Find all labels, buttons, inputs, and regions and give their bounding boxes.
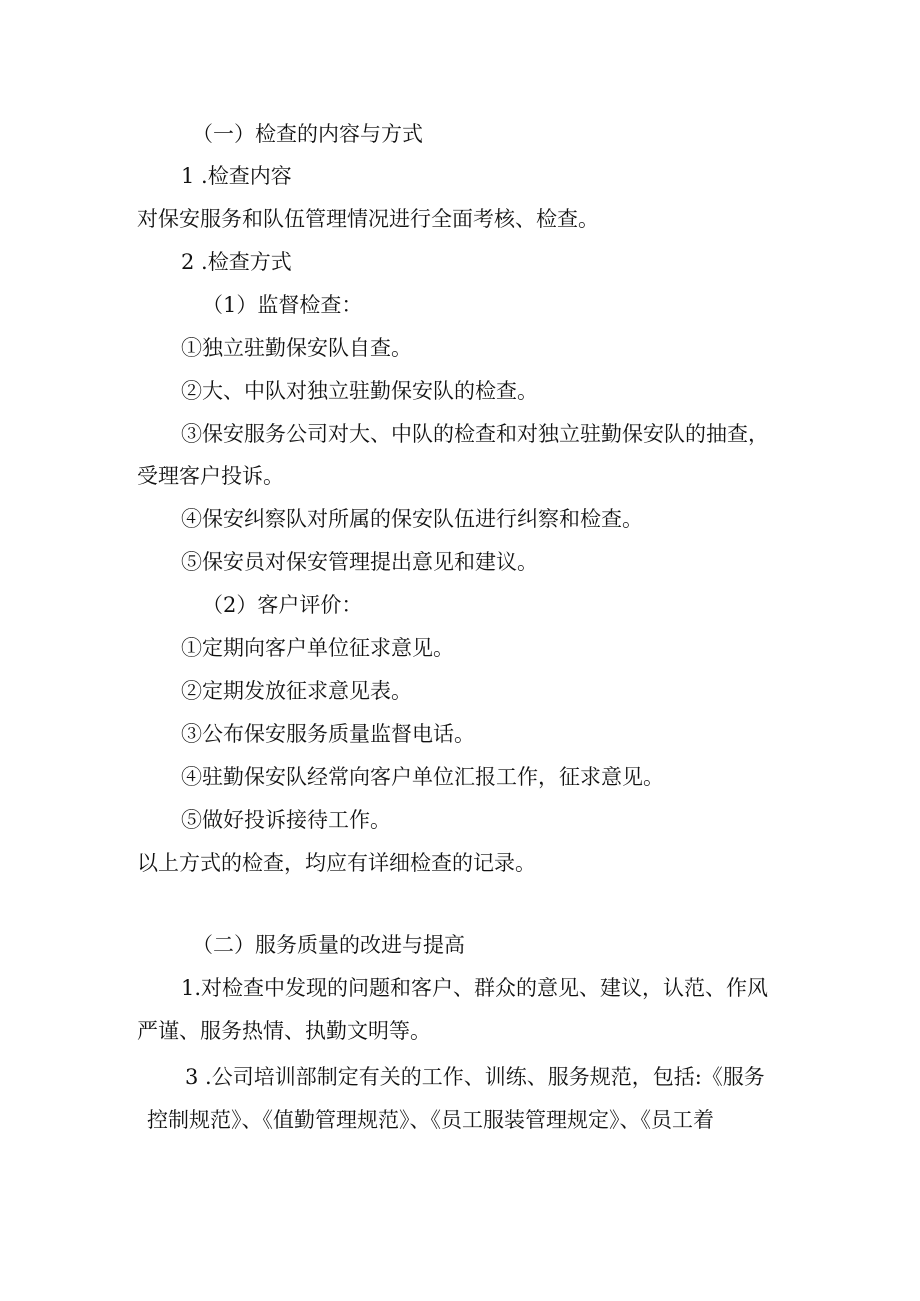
list-item-continuation: 受理客户投诉。 — [137, 464, 284, 488]
list-item: ⑤保安员对保安管理提出意见和建议。 — [181, 550, 538, 574]
item-title-inspection-content: 1 .检查内容 — [181, 164, 292, 188]
subheading-customer-evaluation: （2）客户评价： — [202, 593, 363, 617]
list-item: ③保安服务公司对大、中队的检查和对独立驻勤保安队的抽查， — [181, 422, 769, 446]
list-item: ②大、中队对独立驻勤保安队的检查。 — [181, 379, 538, 403]
item-title-inspection-method: 2 .检查方式 — [181, 250, 292, 274]
section-heading-improvement: （二）服务质量的改进与提高 — [192, 933, 465, 957]
list-item: ③公布保安服务质量监督电话。 — [181, 722, 475, 746]
list-item: ①定期向客户单位征求意见。 — [181, 636, 454, 660]
list-item: ⑤做好投诉接待工作。 — [181, 808, 391, 832]
list-item: ④驻勤保安队经常向客户单位汇报工作，征求意见。 — [181, 765, 664, 789]
list-item: ①独立驻勤保安队自查。 — [181, 336, 412, 360]
subheading-supervision: （1）监督检查： — [202, 293, 363, 317]
paragraph-item-1: 1.对检查中发现的问题和客户、群众的意见、建议，认范、作风 — [181, 976, 769, 1000]
paragraph-item-1-continuation: 严谨、服务热情、执勤文明等。 — [137, 1019, 431, 1043]
paragraph-summary: 以上方式的检查，均应有详细检查的记录。 — [137, 851, 536, 875]
list-item: ④保安纠察队对所属的保安队伍进行纠察和检查。 — [181, 507, 643, 531]
paragraph-inspection-content: 对保安服务和队伍管理情况进行全面考核、检查。 — [137, 207, 599, 231]
paragraph-item-3-continuation: 控制规范》、《值勤管理规范》、《员工服装管理规定》、《员工着 — [147, 1108, 714, 1132]
list-item: ②定期发放征求意见表。 — [181, 679, 412, 703]
section-heading-inspection: （一）检查的内容与方式 — [192, 122, 423, 146]
paragraph-item-3: 3 .公司培训部制定有关的工作、训练、服务规范，包括:《服务 — [185, 1065, 765, 1089]
